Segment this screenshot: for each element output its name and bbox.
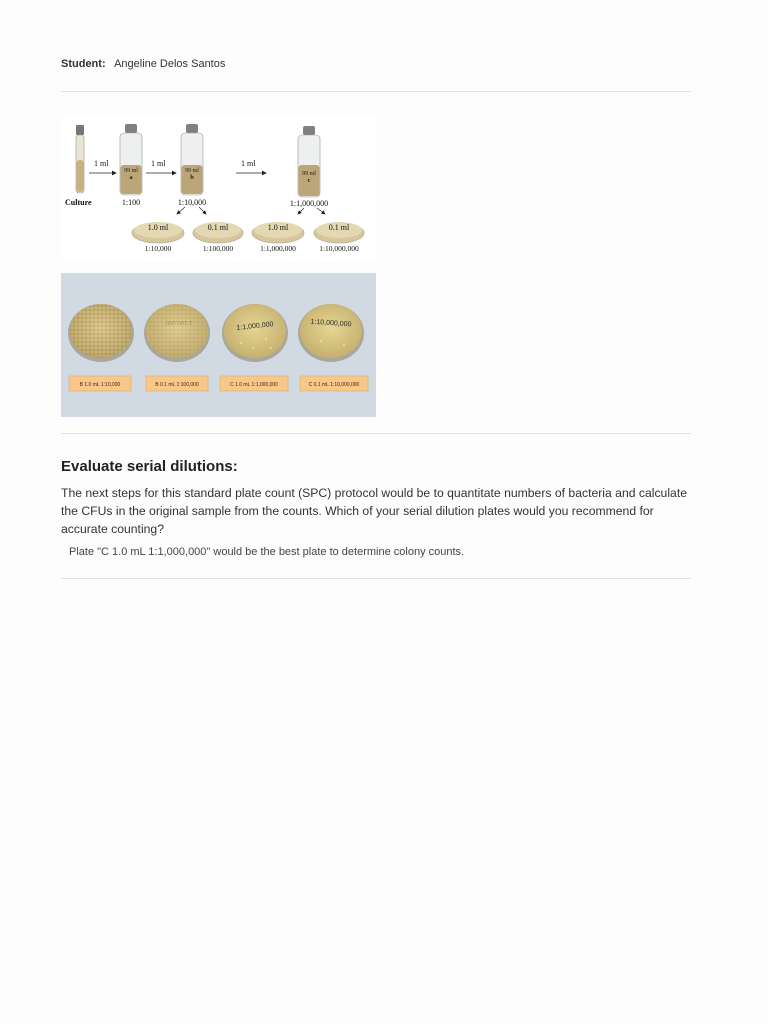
bottle-letter: a bbox=[129, 174, 133, 181]
plating-arrow bbox=[298, 208, 304, 214]
divider bbox=[61, 91, 691, 92]
bottle-letter: c bbox=[307, 177, 311, 184]
plate-label-text: B 1.0 mL 1:10,000 bbox=[79, 382, 121, 388]
student-name: Angeline Delos Santos bbox=[114, 58, 226, 70]
plate-label-1 bbox=[69, 376, 131, 391]
bottle-ratio: 1:10,000 bbox=[177, 198, 207, 207]
bottle-volume: 99 ml bbox=[124, 168, 138, 174]
question-prompt: The next steps for this standard plate count (SPC) protocol would be to quantitate numbers of bacteria and calculate the CFUs in the original sample from the counts. Which of your serial dilution plates would you recommend for accurate counting? bbox=[61, 486, 687, 536]
plate-ratio: 1:10,000 bbox=[144, 244, 172, 253]
plate-label-text: C 0.1 mL 1:10,000,000 bbox=[308, 382, 360, 388]
plate-label-4 bbox=[300, 376, 368, 391]
bottle-a bbox=[120, 124, 142, 195]
student-label: Student: bbox=[61, 58, 106, 70]
divider bbox=[61, 433, 691, 434]
bottle-ratio: 1:100 bbox=[121, 198, 141, 207]
plate-label-2 bbox=[146, 376, 208, 391]
serial-dilution-diagram bbox=[61, 115, 376, 260]
plate-label-text: C 1.0 mL 1:1,000,000 bbox=[230, 382, 278, 388]
dish-mark: 1:10,000,000 bbox=[310, 318, 352, 329]
plates-photo bbox=[61, 273, 376, 417]
section-heading: Evaluate serial dilutions: bbox=[61, 458, 238, 475]
plate-ratio: 1:100,000 bbox=[202, 244, 234, 253]
agar-dish-3 bbox=[222, 304, 288, 362]
student-answer: Plate "C 1.0 mL 1:1,000,000" would be the best plate to determine colony counts. bbox=[69, 546, 465, 558]
culture-label: Culture bbox=[65, 198, 92, 207]
bottle-c bbox=[298, 126, 320, 197]
bottle-ratio: 1:1,000,000 bbox=[289, 199, 329, 208]
divider bbox=[61, 578, 691, 579]
plating-arrow bbox=[317, 208, 325, 214]
plate-ratio: 1:1,000,000 bbox=[260, 244, 296, 253]
culture-tube bbox=[76, 125, 84, 193]
bottle-b bbox=[181, 124, 203, 195]
plate-label-3 bbox=[220, 376, 288, 391]
plating-arrow bbox=[199, 207, 206, 214]
dish-mark: 1:1,000,000 bbox=[236, 321, 274, 332]
transfer-label: 1 ml bbox=[241, 159, 256, 168]
agar-dish-1 bbox=[68, 304, 134, 362]
plate-volume: 1.0 ml bbox=[147, 223, 169, 232]
student-field bbox=[61, 58, 225, 70]
plating-arrow bbox=[177, 207, 185, 214]
plate-volume: 0.1 ml bbox=[328, 223, 350, 232]
plate-volume: 0.1 ml bbox=[207, 223, 229, 232]
plate-ratio: 1:10,000,000 bbox=[319, 244, 359, 253]
agar-dish-2 bbox=[144, 304, 210, 362]
transfer-label: 1 ml bbox=[151, 159, 166, 168]
bottle-volume: 99 ml bbox=[185, 168, 199, 174]
transfer-label: 1 ml bbox=[94, 159, 109, 168]
bottle-letter: b bbox=[190, 174, 194, 181]
bottle-volume: 99 ml bbox=[302, 171, 316, 177]
agar-dish-4 bbox=[298, 304, 364, 362]
dish-mark: 1:100,000 bbox=[165, 319, 193, 325]
plate-label-text: B 0.1 mL 1:100,000 bbox=[155, 382, 199, 388]
plate-volume: 1.0 ml bbox=[267, 223, 289, 232]
